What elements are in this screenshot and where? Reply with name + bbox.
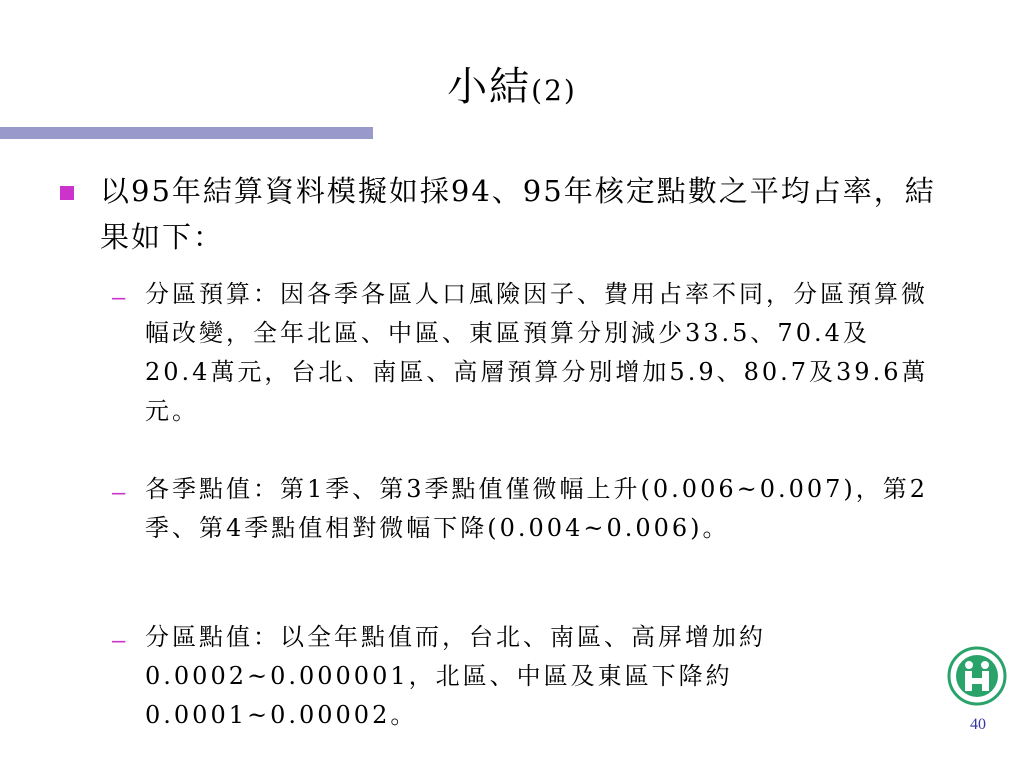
page-title bbox=[0, 55, 1024, 112]
title-main: 小結 bbox=[447, 64, 532, 110]
sub-bullet-dash: – bbox=[112, 479, 126, 506]
sub-bullet-dash: – bbox=[112, 627, 126, 654]
page-number: 40 bbox=[970, 716, 986, 733]
bullet-square bbox=[60, 186, 74, 200]
sub-item-district-point-value: 分區點值：以全年點值而，台北、南區、高屏增加約0.0002~0.000001，北區、中區及東區下降約0.0001~0.00002。 bbox=[145, 623, 766, 729]
sub-bullet-dash: – bbox=[112, 284, 126, 311]
sub-item-quarterly-point-value: 各季點值：第1季、第3季點值僅微幅上升(0.006~0.007)，第2季、第4季點值相對微幅下降(0.004~0.006)。 bbox=[145, 475, 929, 542]
bullet-text: 以95年結算資料模擬如採94、95年核定點數之平均占率，結果如下： bbox=[100, 174, 936, 254]
title-underline-bar bbox=[0, 127, 373, 139]
title-suffix: (2) bbox=[531, 74, 577, 107]
nhi-logo-icon bbox=[947, 646, 1007, 706]
sub-item-district-budget: 分區預算：因各季各區人口風險因子、費用占率不同，分區預算微幅改變，全年北區、中區、東區預算分別減少33.5、70.4及20.4萬元，台北、南區、高層預算分別增加5.9、80.7及39.6萬元。 bbox=[145, 280, 929, 425]
